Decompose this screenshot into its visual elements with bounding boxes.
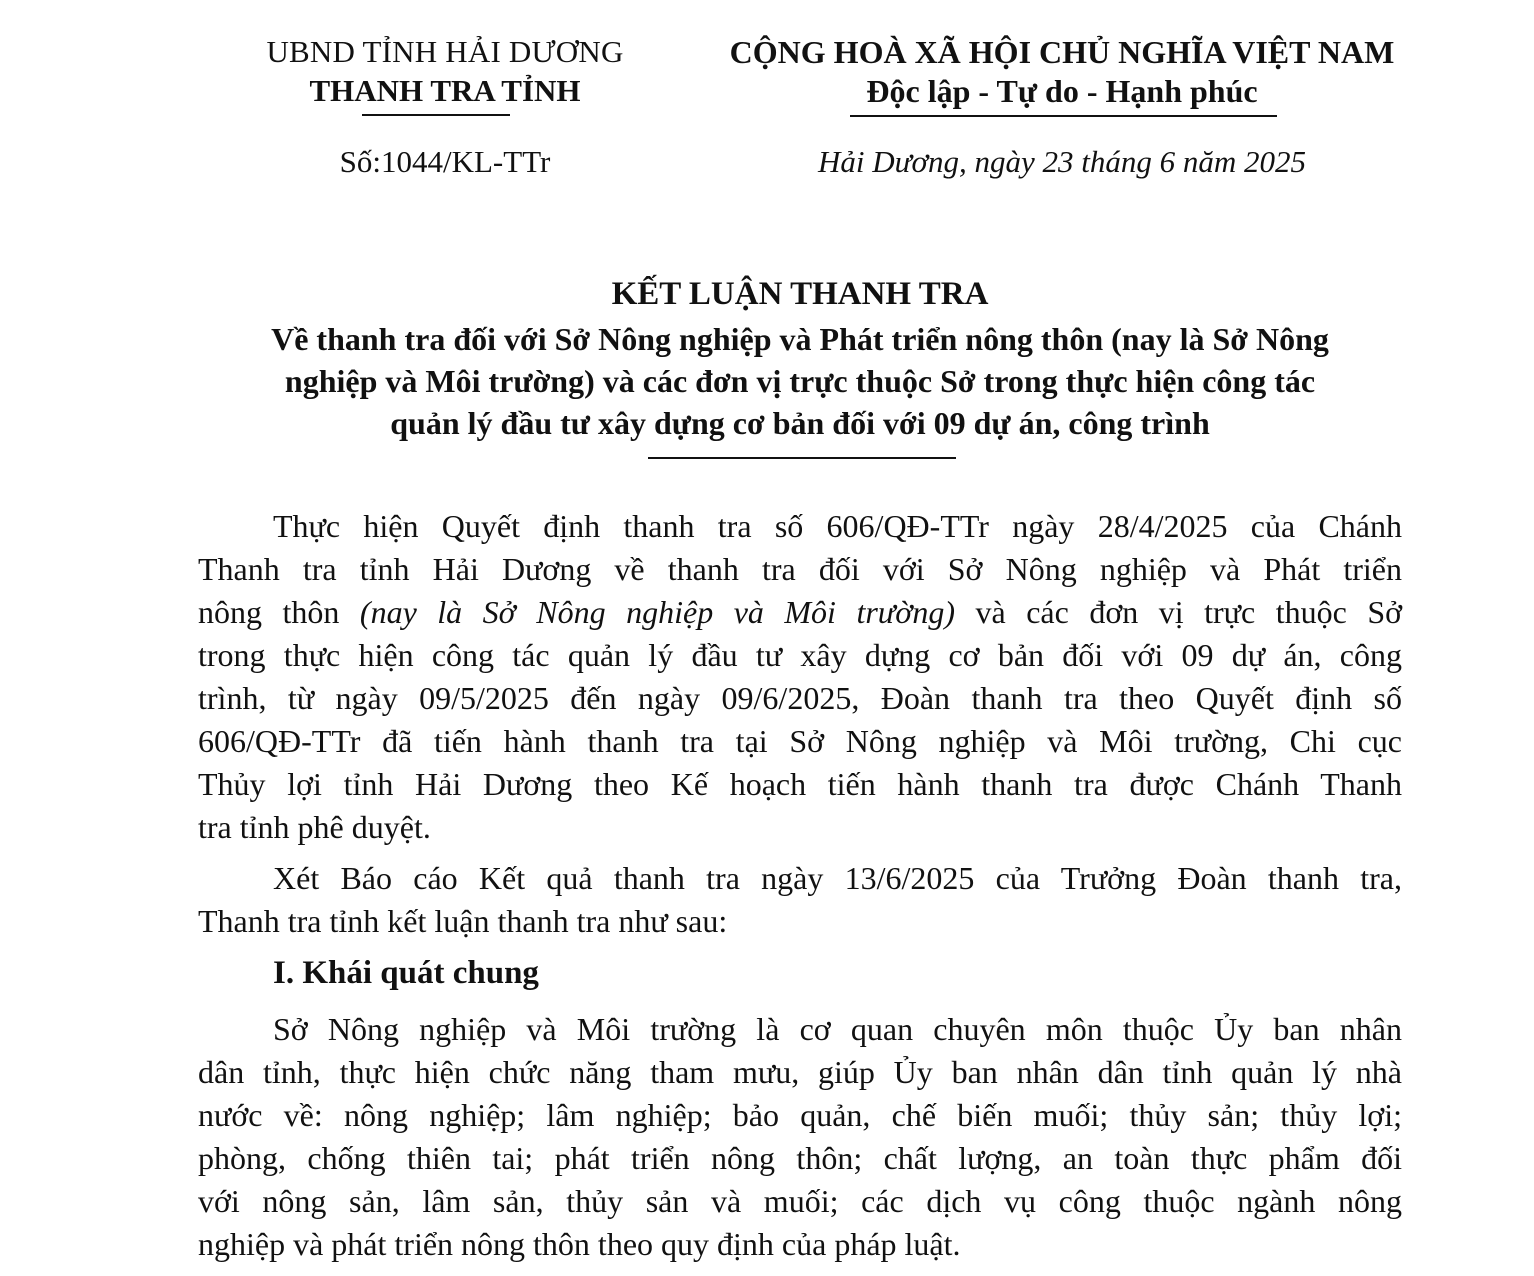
paragraph-1-line: Thủy lợi tỉnh Hải Dương theo Kế hoạch tiến hành thanh tra được Chánh Thanh	[198, 766, 1402, 802]
paragraph-1-line: tra tỉnh phê duyệt.	[198, 809, 431, 845]
section-1-line: nước về: nông nghiệp; lâm nghiệp; bảo quản, chế biến muối; thủy sản; thủy lợi;	[198, 1097, 1402, 1133]
section-1-line: dân tỉnh, thực hiện chức năng tham mưu, giúp Ủy ban nhân dân tỉnh quản lý nhà	[198, 1054, 1402, 1090]
paragraph-1-text: và các đơn vị trực thuộc Sở	[975, 594, 1403, 630]
section-1-line: nghiệp và phát triển nông thôn theo quy định của pháp luật.	[198, 1226, 961, 1262]
national-title: CỘNG HOÀ XÃ HỘI CHỦ NGHĨA VIỆT NAM	[729, 34, 1395, 70]
authority-underline	[362, 114, 510, 116]
section-1-line: với nông sản, lâm sản, thủy sản và muối; các dịch vụ công thuộc ngành nông	[198, 1183, 1402, 1219]
paragraph-1-line: 606/QĐ-TTr đã tiến hành thanh tra tại Sở Nông nghiệp và Môi trường, Chi cục	[198, 723, 1402, 759]
paragraph-2-line: Xét Báo cáo Kết quả thanh tra ngày 13/6/2025 của Trưởng Đoàn thanh tra,	[273, 860, 1402, 896]
paragraph-1-text: nông thôn	[198, 594, 340, 630]
title-underline	[648, 457, 956, 459]
national-motto: Độc lập - Tự do - Hạnh phúc	[866, 73, 1258, 109]
issuing-authority-parent: UBND TỈNH HẢI DƯƠNG	[266, 34, 624, 69]
document-number: Số:1044/KL-TTr	[339, 144, 551, 179]
document-title: KẾT LUẬN THANH TRA	[611, 276, 989, 312]
paragraph-1-line: trong thực hiện công tác quản lý đầu tư xây dựng cơ bản đối với 09 dự án, công	[198, 637, 1402, 673]
section-1-heading: I. Khái quát chung	[273, 955, 539, 991]
paragraph-1-line	[198, 591, 1402, 634]
paragraph-1-line: trình, từ ngày 09/5/2025 đến ngày 09/6/2025, Đoàn thanh tra theo Quyết định số	[198, 680, 1402, 716]
paragraph-1-line: Thực hiện Quyết định thanh tra số 606/QĐ-TTr ngày 28/4/2025 của Chánh	[273, 508, 1402, 544]
paragraph-1-line: Thanh tra tỉnh Hải Dương về thanh tra đối với Sở Nông nghiệp và Phát triển	[198, 551, 1402, 587]
issuing-authority-name: THANH TRA TỈNH	[309, 73, 581, 108]
subtitle-line: Về thanh tra đối với Sở Nông nghiệp và Phát triển nông thôn (nay là Sở Nông	[271, 321, 1329, 357]
subtitle-line: quản lý đầu tư xây dựng cơ bản đối với 09 dự án, công trình	[390, 405, 1210, 441]
document-subtitle	[150, 318, 1450, 444]
subtitle-line: nghiệp và Môi trường) và các đơn vị trực thuộc Sở trong thực hiện công tác	[284, 363, 1316, 399]
motto-underline	[850, 115, 1277, 117]
paragraph-1-italic-note: (nay là Sở Nông nghiệp và Môi trường)	[359, 594, 955, 630]
place-and-date: Hải Dương, ngày 23 tháng 6 năm 2025	[817, 144, 1307, 179]
section-1-line: Sở Nông nghiệp và Môi trường là cơ quan chuyên môn thuộc Ủy ban nhân	[273, 1011, 1402, 1047]
paragraph-2-line: Thanh tra tỉnh kết luận thanh tra như sau:	[198, 903, 728, 939]
section-1-line: phòng, chống thiên tai; phát triển nông thôn; chất lượng, an toàn thực phẩm đối	[198, 1140, 1402, 1176]
